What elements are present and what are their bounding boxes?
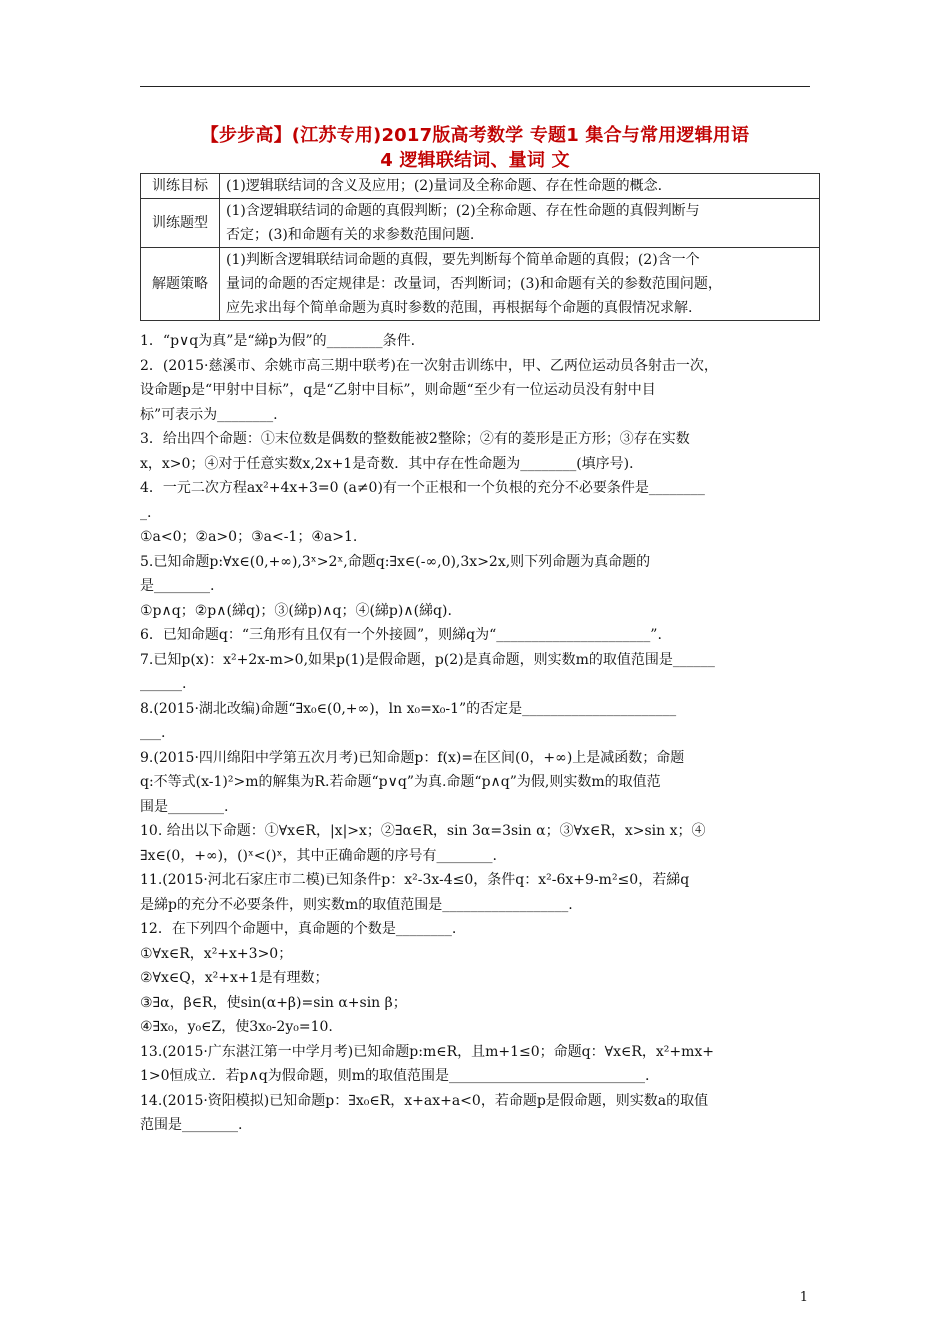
exercise-line: 5.已知命题p:∀x∈(0,+∞),3ˣ>2ˣ,命题q:∃x∈(-∞,0),3x>2x,则下列命题为真命题的	[140, 553, 651, 570]
exercise-line: 11.(2015·河北石家庄市二模)已知条件p：x²-3x-4≤0，条件q：x²-6x+9-m²≤0，若綈q	[140, 872, 690, 888]
exercise-line: 9.(2015·四川绵阳中学第五次月考)已知命题p：f(x)=在区间(0，+∞)上是减函数；命题	[140, 749, 685, 766]
exercise-line: q:不等式(x-1)²>m的解集为R.若命题“p∨q”为真.命题“p∧q”为假,则实数m的取值范	[140, 774, 661, 790]
exercise-line: ①p∧q；②p∧(綈q)；③(綈p)∧q；④(綈p)∧(綈q).	[140, 602, 452, 619]
info-row-label: 解题策略	[141, 248, 220, 321]
exercise-line: ___.	[140, 725, 166, 741]
exercise-line: 13.(2015·广东湛江第一中学月考)已知命题p:m∈R，且m+1≤0；命题q：∀x∈R，x²+mx+	[140, 1043, 715, 1060]
exercise-line: 范围是________.	[140, 1117, 243, 1133]
header-rule	[140, 86, 810, 87]
info-row-line: (1)逻辑联结词的含义及应用；(2)量词及全称命题、存在性命题的概念.	[226, 178, 663, 194]
exercise-line: 1>0恒成立．若p∧q为假命题，则m的取值范围是____________________________.	[140, 1068, 650, 1084]
info-row-value	[220, 174, 820, 199]
info-row	[141, 174, 820, 199]
exercise-line: 是綈p的充分不必要条件，则实数m的取值范围是__________________.	[140, 896, 573, 913]
exercise-line: ②∀x∈Q，x²+x+1是有理数；	[140, 970, 329, 986]
page-number: 1	[799, 1290, 808, 1305]
exercise-line: 12．在下列四个命题中，真命题的个数是________.	[140, 921, 457, 937]
info-row-label: 训练目标	[141, 174, 220, 199]
document-title-line1: 【步步高】(江苏专用)2017版高考数学 专题1 集合与常用逻辑用语	[200, 125, 750, 146]
info-row	[141, 199, 820, 248]
exercise-line: 围是________.	[140, 798, 229, 815]
exercise-line: x，x>0；④对于任意实数x,2x+1是奇数．其中存在性命题为________(填序号)．	[140, 455, 644, 472]
info-row-label: 训练题型	[141, 199, 220, 248]
exercise-line: 标”可表示为________.	[140, 406, 278, 423]
exercise-line: 4．一元二次方程ax²+4x+3=0 (a≠0)有一个正根和一个负根的充分不必要条件是________	[140, 480, 705, 496]
exercise-line: 2．(2015·慈溪市、余姚市高三期中联考)在一次射击训练中，甲、乙两位运动员各射击一次，	[140, 357, 718, 374]
exercise-line: 8.(2015·湖北改编)命题“∃x₀∈(0,+∞)，ln x₀=x₀-1”的否定是______________________	[140, 700, 677, 717]
exercise-line: 3．给出四个命题：①末位数是偶数的整数能被2整除；②有的菱形是正方形；③存在实数	[140, 431, 690, 447]
info-row-value	[220, 199, 820, 248]
info-row-line: 否定；(3)和命题有关的求参数范围问题.	[226, 227, 475, 243]
info-row-line: (1)含逻辑联结词的命题的真假判断；(2)全称命题、存在性命题的真假判断与	[226, 203, 700, 219]
info-row-line: 应先求出每个简单命题为真时参数的范围，再根据每个命题的真假情况求解.	[226, 300, 693, 316]
exercise-line: ③∃α，β∈R，使sin(α+β)=sin α+sin β；	[140, 994, 407, 1011]
info-row-line: 量词的命题的否定规律是：改量词，否判断词；(3)和命题有关的参数范围问题，	[226, 276, 722, 292]
exercise-line: ______.	[140, 676, 187, 692]
info-row	[141, 248, 820, 321]
exercise-line: ∃x∈(0，+∞)，()ˣ<()ˣ，其中正确命题的序号有________.	[140, 847, 497, 864]
exercise-line: ①a<0；②a>0；③a<-1；④a>1.	[140, 529, 358, 545]
document-title-line2: 4 逻辑联结词、量词 文	[380, 150, 570, 171]
exercise-line: 7.已知p(x)：x²+2x-m>0,如果p(1)是假命题，p(2)是真命题，则实数m的取值范围是______	[140, 651, 715, 668]
exercise-line: 设命题p是“甲射中目标”，q是“乙射中目标”，则命题“至少有一位运动员没有射中目	[140, 382, 656, 398]
exercise-line: _.	[140, 504, 152, 521]
exercise-line: 1．“p∨q为真”是“綈p为假”的________条件.	[140, 333, 416, 349]
training-info-table	[140, 173, 820, 321]
exercise-line: 是________.	[140, 578, 215, 594]
exercise-line: 10. 给出以下命题：①∀x∈R，|x|>x；②∃α∈R，sin 3α=3sin α；③∀x∈R，x>sin x；④	[140, 823, 706, 839]
info-row-value	[220, 248, 820, 321]
exercise-line: ④∃x₀，y₀∈Z，使3x₀-2y₀=10.	[140, 1019, 333, 1035]
exercise-line: 14.(2015·资阳模拟)已知命题p：∃x₀∈R，x+ax+a<0，若命题p是假命题，则实数a的取值	[140, 1092, 709, 1109]
info-row-line: (1)判断含逻辑联结词命题的真假，要先判断每个简单命题的真假；(2)含一个	[226, 252, 700, 268]
exercise-line: 6．已知命题q：“三角形有且仅有一个外接圆”，则綈q为“______________________”.	[140, 627, 662, 643]
exercise-list	[140, 329, 820, 1138]
exercise-line: ①∀x∈R，x²+x+3>0；	[140, 945, 293, 962]
